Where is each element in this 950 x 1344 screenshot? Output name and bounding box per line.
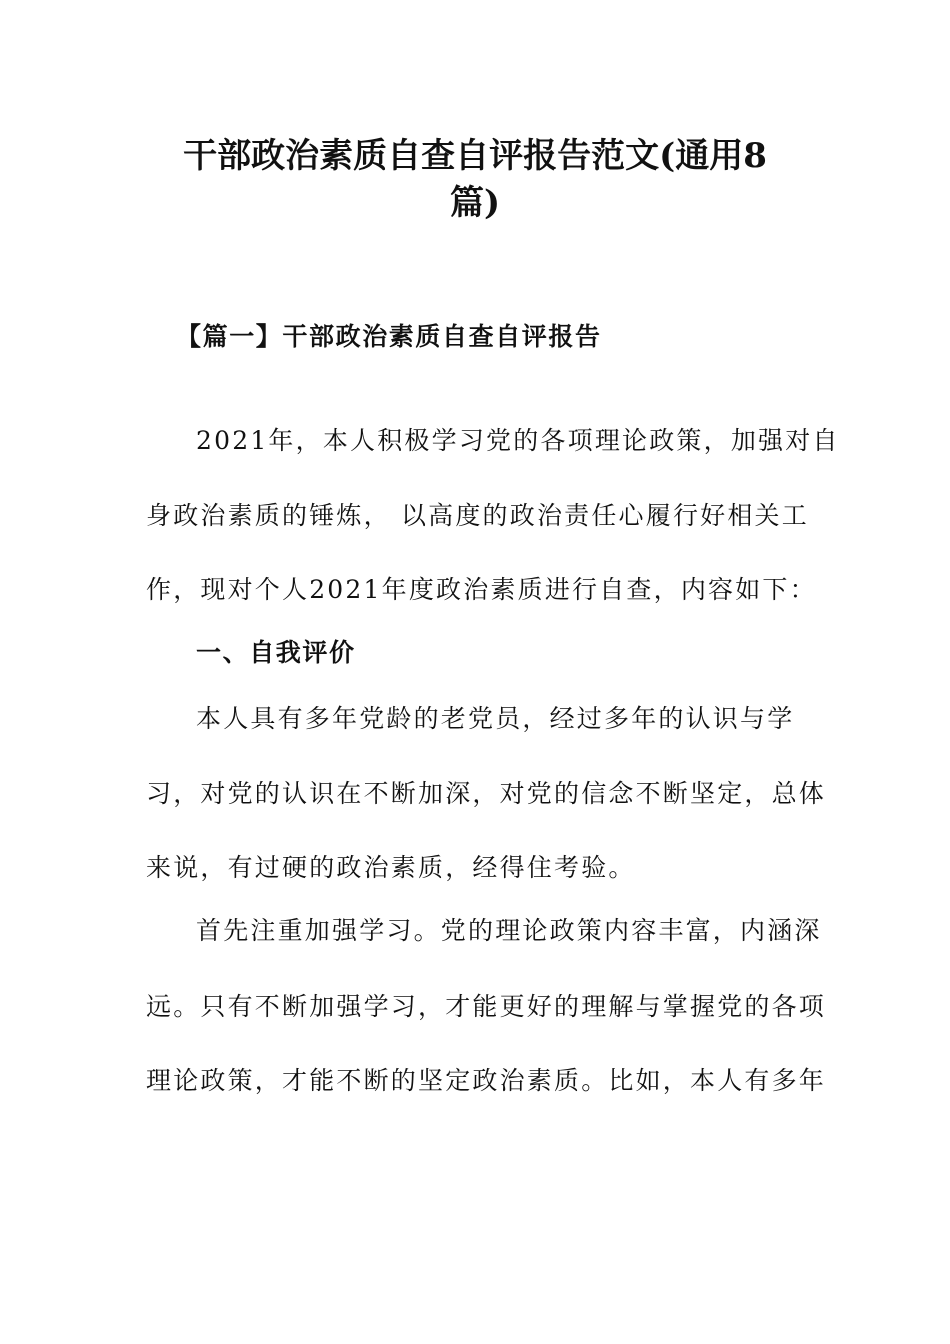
paragraph-3-line-3: 理论政策，才能不断的坚定政治素质。比如，本人有多年 (146, 1066, 827, 1095)
paragraph-3-line-2: 远。只有不断加强学习，才能更好的理解与掌握党的各项 (146, 992, 827, 1021)
paragraph-2-line-2: 习，对党的认识在不断加深，对党的信念不断坚定，总体 (146, 779, 827, 808)
section-heading: 【篇一】干部政治素质自查自评报告 (176, 322, 602, 351)
paragraph-1-line-1: 2021年，本人积极学习党的各项理论政策，加强对自 (196, 426, 840, 455)
subheading-self-evaluation: 一、自我评价 (196, 638, 356, 667)
paragraph-3-line-1: 首先注重加强学习。党的理论政策内容丰富，内涵深 (196, 916, 822, 945)
document-title-line-1: 干部政治素质自查自评报告范文(通用8 (183, 136, 767, 176)
paragraph-1-line-3: 作，现对个人2021年度政治素质进行自查，内容如下： (146, 575, 817, 604)
paragraph-1-line-2: 身政治素质的锤炼， 以高度的政治责任心履行好相关工 (146, 501, 809, 530)
paragraph-2-line-3: 来说，有过硬的政治素质，经得住考验。 (146, 853, 636, 882)
document-title-line-2: 篇) (449, 183, 501, 223)
paragraph-2-line-1: 本人具有多年党龄的老党员，经过多年的认识与学 (196, 704, 795, 733)
